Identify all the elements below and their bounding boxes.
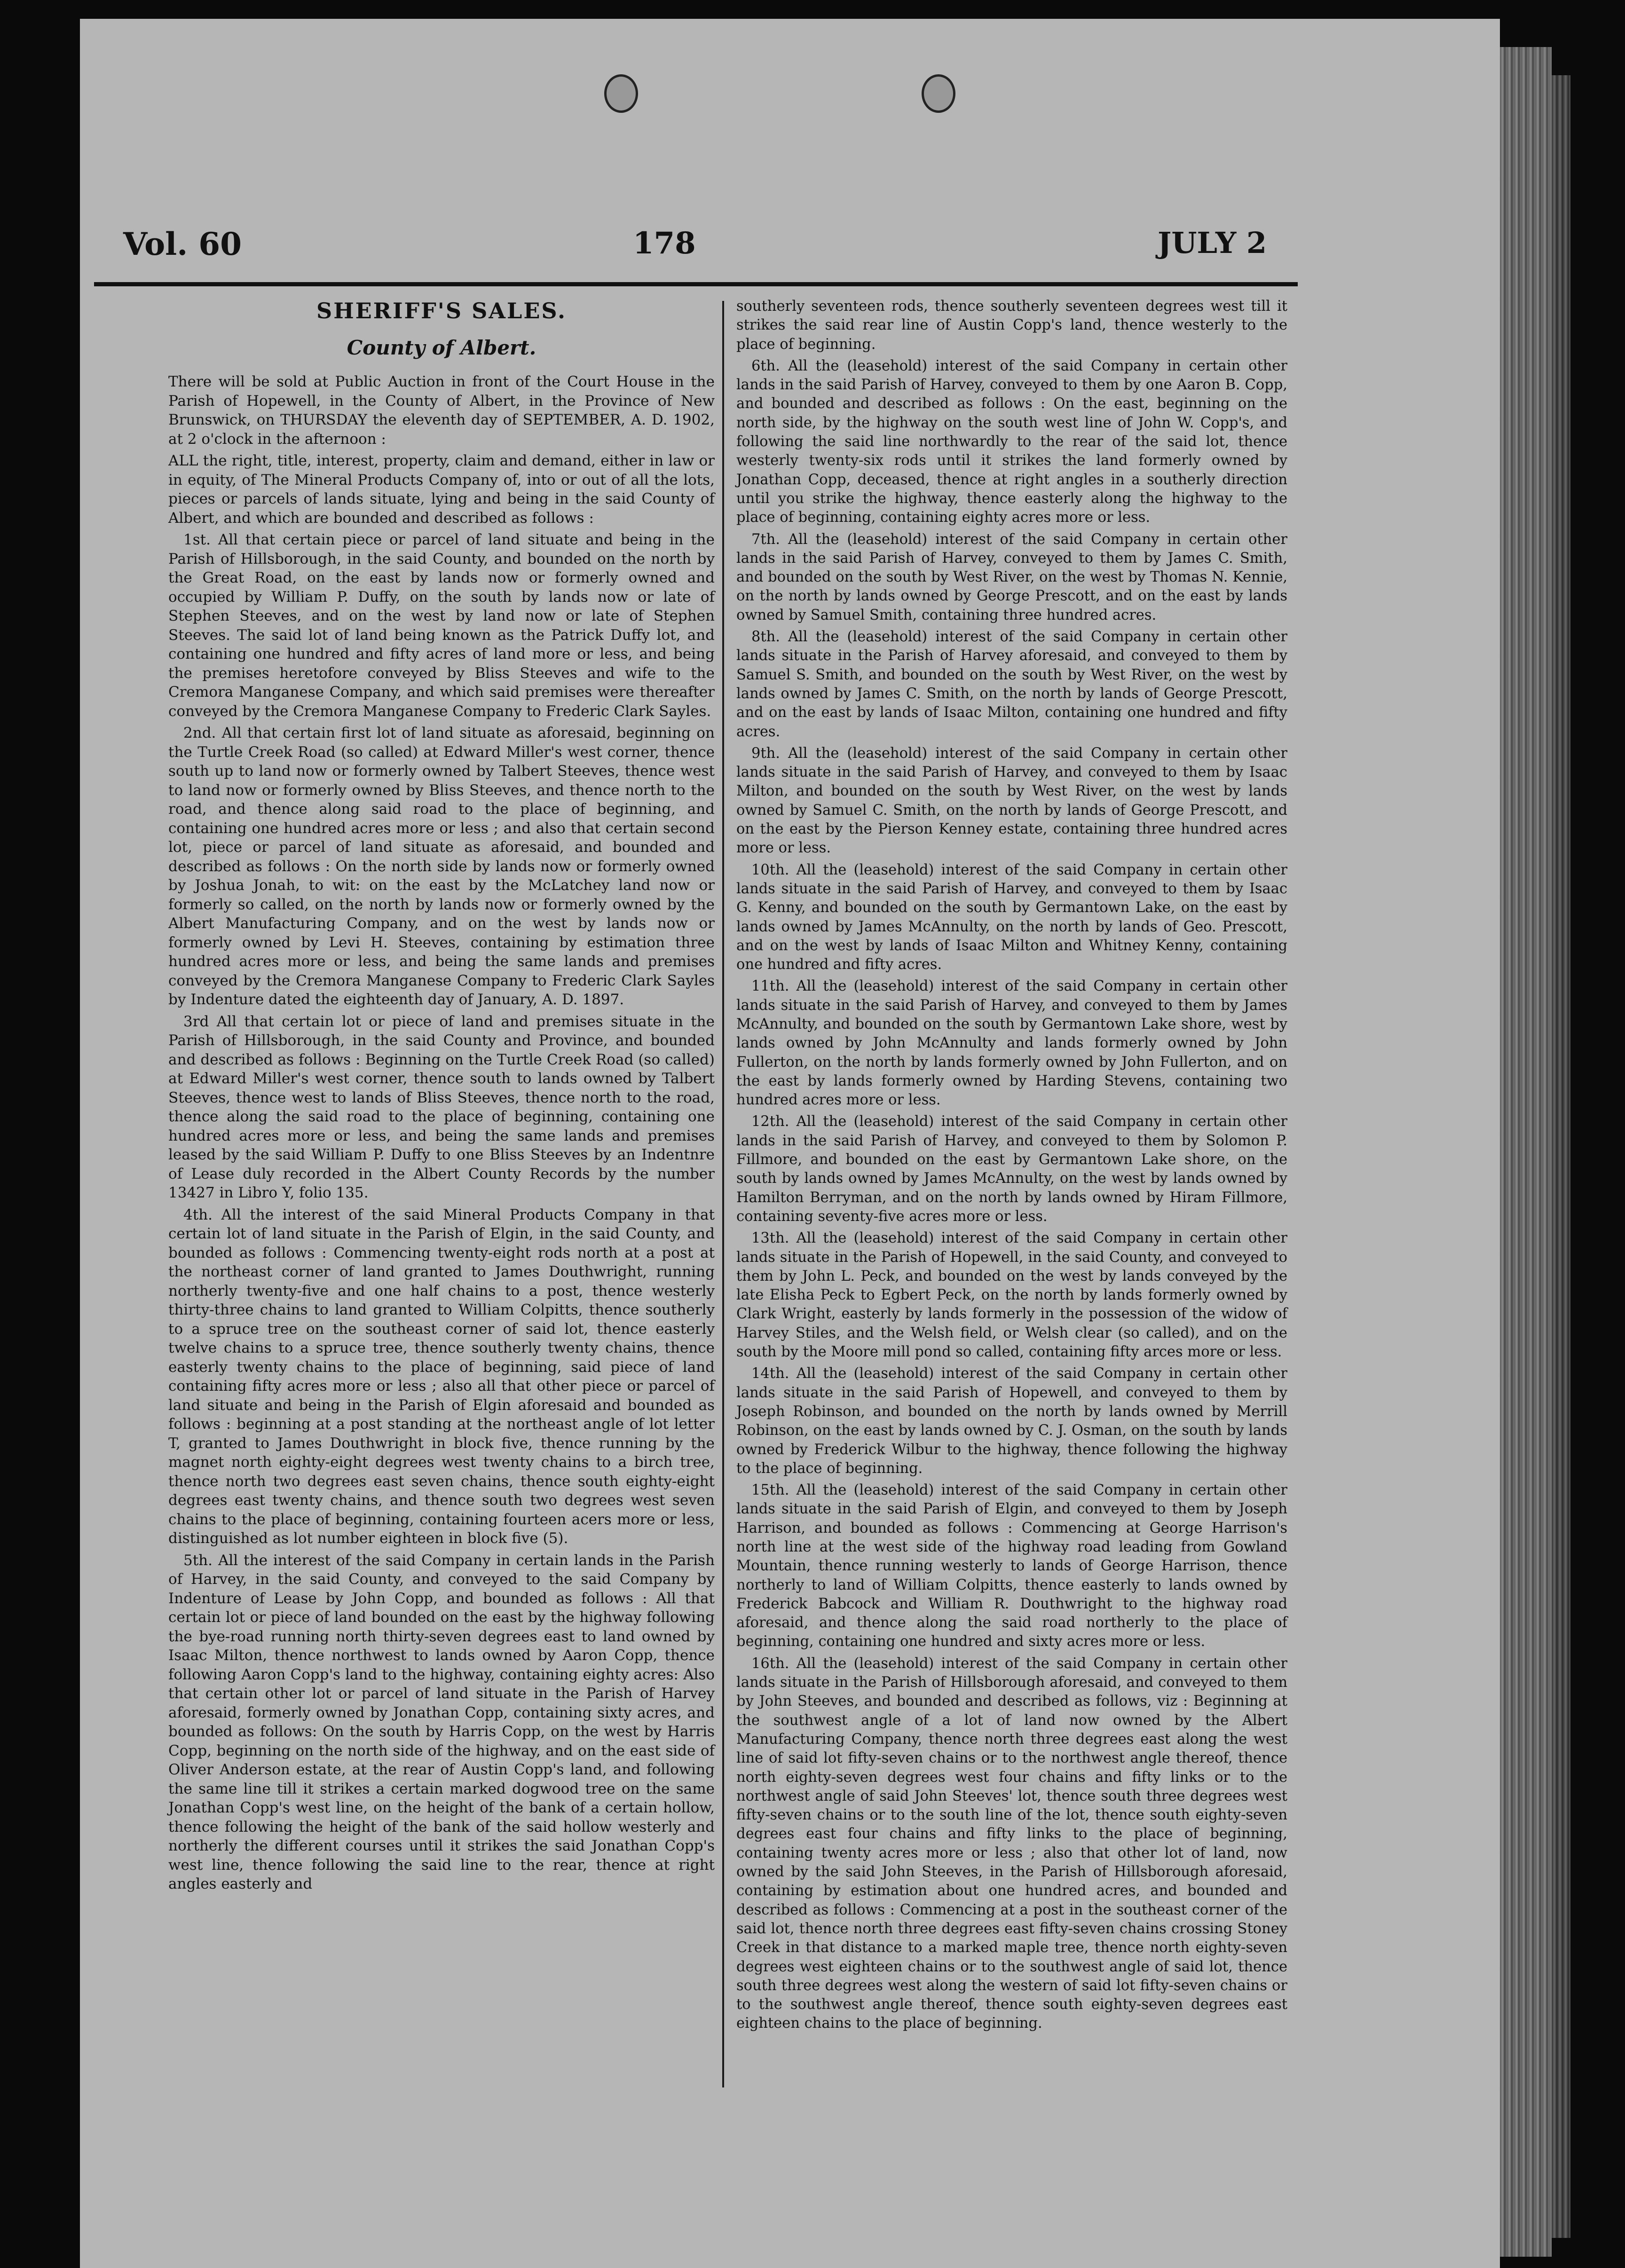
lot-paragraph: 9th. All the (leasehold) interest of the said Company in certain other lands situate in the said Parish of Harvey, and conveyed to them by Isaac Milton, and bounded on the south by West River, on the west by lands owned by Samuel C. Smith, on the north by lands of George Prescott, and on the east by the Pierson Kenney estate, containing three hundred acres more or less. [736,745,1287,857]
lot-paragraph: 16th. All the (leasehold) interest of the said Company in certain other lands situate in the Parish of Hillsborough aforesaid, and conveyed to them by John Steeves, and bounded and described as follows, viz : Beginning at the southwest angle of a lot of land now owned by the Albert Manufacturing Company, thence north three degrees east along the west line of said lot fifty-seven chains or to the northwest angle thereof, thence north eighty-seven degrees west four chains and fifty links or to the northwest angle of said John Steeves' lot, thence south three degrees west fifty-seven chains or to the south line of the lot, thence south eighty-seven degrees east four chains and fifty links to the place of beginning, containing twenty acres more or less ; also that other lot of land, now owned by the said John Steeves, in the Parish of Hillsborough aforesaid, containing by estimation about one hundred acres, and bounded and described as follows : Commencing at a post in the southeast corner of the said lot, thence north three degrees east fifty-seven chains crossing Stoney Creek in that distance to a marked maple tree, thence north eighty-seven degrees west eighteen chains or to the southwest angle of said lot, thence south three degrees west along the western of said lot fifty-seven chains or to the southwest angle thereof, thence south eighty-seven degrees east eighteen chains to the place of beginning. [736,1655,1287,2032]
lot-paragraph: 15th. All the (leasehold) interest of the said Company in certain other lands situate in the said Parish of Elgin, and conveyed to them by Joseph Harrison, and bounded as follows : Commencing at George Harrison's north line at the west side of the highway road leading from Gowland Mountain, thence running westerly to lands of George Harrison, thence northerly to land of William Colpitts, thence easterly to lands owned by Frederick Babcock and William R. Douthwright to the highway road aforesaid, and thence along the said road northerly to the place of beginning, containing one hundred and sixty acres more or less. [736,1482,1287,1650]
county-heading: County of Albert. [347,336,536,359]
lot-paragraph: 7th. All the (leasehold) interest of the said Company in certain other lands in the said Parish of Harvey, conveyed to them by James C. Smith, and bounded on the south by West River, on the west by Thomas N. Kennie, on the north by lands owned by George Prescott, and on the east by lands owned by Samuel Smith, containing three hundred acres. [736,531,1287,623]
lot-paragraph: 8th. All the (leasehold) interest of the said Company in certain other lands situate in the Parish of Harvey aforesaid, and conveyed to them by Samuel S. Smith, and bounded on the south by West River, on the west by lands owned by James C. Smith, on the north by lands of George Prescott, and on the east by lands of Isaac Milton, containing one hundred and fifty acres. [736,629,1287,740]
lot-paragraph: 6th. All the (leasehold) interest of the said Company in certain other lands in the said Parish of Harvey, conveyed to them by one Aaron B. Copp, and bounded and described as follows : On the east, beginning on the north side, by the highway on the south west line of John W. Copp's, and following the said line northwardly to the rear of the said lot, thence westerly twenty-six rods until it strikes the land formerly owned by Jonathan Copp, deceased, thence at right angles in a southerly direction until you strike the highway, thence easterly along the highway to the place of beginning, containing eighty acres more or less. [736,357,1287,526]
lot-paragraph: 2nd. All that certain first lot of land situate as aforesaid, beginning on the Turtle Creek Road (so called) at Edward Miller's west corner, thence south up to land now or formerly owned by Talbert Steeves, thence west to land now or formerly owned by Bliss Steeves, and thence north to the road, and thence along said road to the place of beginning, and containing one hundred acres more or less ; and also that certain second lot, piece or parcel of land situate as aforesaid, and bounded and described as follows : On the north side by lands now or formerly owned by Joshua Jonah, to wit: on the east by the McLatchey land now or formerly so called, on the north by lands now or formerly owned by the Albert Manufacturing Company, and on the west by lands now or formerly owned by Levi H. Steeves, containing by estimation three hundred acres more or less, and being the same lands and premises conveyed by the Cremora Manganese Company to Frederic Clark Sayles by Indenture dated the eighteenth day of January, A. D. 1897. [168,724,715,1008]
left-column [168,297,715,1897]
lot-paragraph: 3rd All that certain lot or piece of land and premises situate in the Parish of Hillsborough, in the said County and Province, and bounded and described as follows : Beginning on the Turtle Creek Road (so called) at Edward Miller's west corner, thence south to lands owned by Talbert Steeves, thence west to lands of Bliss Steeves, thence north to the road, thence along the said road to the place of beginning, containing one hundred acres more or less, and being the same lands and premises leased by the said William P. Duffy to one Bliss Steeves by an Indentnre of Lease duly recorded in the Albert County Records by the number 13427 in Libro Y, folio 135. [168,1013,715,1201]
lot-paragraph: 11th. All the (leasehold) interest of the said Company in certain other lands situate in the said Parish of Harvey, and conveyed to them by James McAnnulty, and bounded on the south by Germantown Lake shore, west by lands owned by John McAnnulty and lands formerly owned by John Fullerton, on the north by lands formerly owned by John Fullerton, and on the east by lands formerly owned by Harding Stevens, containing two hundred acres more or less. [736,978,1287,1109]
lot-paragraph: southerly seventeen rods, thence southerly seventeen degrees west till it strikes the said rear line of Austin Copp's land, thence westerly to the place of beginning. [736,298,1287,353]
column-divider [722,301,724,2087]
issue-date: JULY 2 [1158,226,1267,260]
lot-paragraph: 5th. All the interest of the said Company in certain lands in the Parish of Harvey, in the said County, and conveyed to the said Company by Indenture of Lease by John Copp, and bounded as follows : All that certain lot or piece of land bounded on the east by the highway following the bye-road running north thirty-seven degrees east to land owned by Isaac Milton, thence northwest to lands owned by Aaron Copp, thence following Aaron Copp's land to the highway, containing eighty acres: Also that certain other lot or parcel of land situate in the Parish of Harvey aforesaid, formerly owned by Jonathan Copp, containing sixty acres, and bounded as follows: On the south by Harris Copp, on the west by Harris Copp, beginning on the north side of the highway, and on the east side of Oliver Anderson estate, at the rear of Austin Copp's land, and following the same line till it strikes a certain marked dogwood tree on the same Jonathan Copp's west line, on the height of the bank of a certain hollow, thence following the height of the bank of the said hollow westerly and northerly the different courses until it strikes the said Jonathan Copp's west line, thence following the said line to the rear, thence at right angles easterly and [168,1551,715,1892]
page-stack-edge [1500,47,1552,2257]
right-column [736,297,1287,2036]
header-rule [94,282,1298,286]
lot-paragraph: 12th. All the (leasehold) interest of the said Company in certain other lands in the said Parish of Harvey, and conveyed to them by Solomon P. Fillmore, and bounded on the east by Germantown Lake shore, on the south by lands owned by James McAnnulty, on the west by lands owned by Hamilton Berryman, and on the north by lands owned by Hiram Fillmore, containing seventy-five acres more or less. [736,1113,1287,1225]
lot-paragraph: 14th. All the (leasehold) interest of the said Company in certain other lands situate in the said Parish of Hopewell, and conveyed to them by Joseph Robinson, and bounded on the north by lands owned by Merrill Robinson, on the east by lands owned by C. J. Osman, on the south by lands owned by Frederick Wilbur to the highway, thence following the highway to the place of beginning. [736,1365,1287,1477]
sale-opening: ALL the right, title, interest, property, claim and demand, either in law or in equity, of The Mineral Products Company of, into or out of all the lots, pieces or parcels of lands situate, lying and being in the said County of Albert, and which are bounded and described as follows : [168,452,715,527]
notice-title: SHERIFF'S SALES. [316,298,567,323]
sale-intro: There will be sold at Public Auction in front of the Court House in the Parish of Hopewell, in the County of Albert, in the Province of New Brunswick, on THURSDAY the eleventh day of SEPTEMBER, A. D. 1902, at 2 o'clock in the afternoon : [168,373,715,448]
page-stack-edge [1552,75,1570,2238]
lot-paragraph: 10th. All the (leasehold) interest of the said Company in certain other lands situate in the said Parish of Harvey, and conveyed to them by Isaac G. Kenny, and bounded on the south by Germantown Lake, on the east by lands owned by James McAnnulty, on the north by lands of Geo. Prescott, and on the west by lands of Isaac Milton and Whitney Kenny, containing one hundred and fifty acres. [736,861,1287,973]
lot-paragraph: 13th. All the (leasehold) interest of the said Company in certain other lands situate in the Parish of Hopewell, in the said County, and conveyed to them by John L. Peck, and bounded on the west by lands conveyed by the late Elisha Peck to Egbert Peck, on the north by lands formerly owned by Clark Wright, easterly by lands formerly in the possession of the widow of Harvey Stiles, and the Welsh field, or Welsh clear (so called), and on the south by the Moore mill pond so called, containing fifty arces more or less. [736,1230,1287,1361]
binding-hole [922,74,955,113]
page-number: 178 [633,226,696,261]
binding-hole [604,74,638,113]
volume-label: Vol. 60 [123,226,242,262]
lot-paragraph: 1st. All that certain piece or parcel of land situate and being in the Parish of Hillsborough, in the said County, and bounded on the north by the Great Road, on the east by lands now or formerly owned and occupied by William P. Duffy, on the south by lands now or late of Stephen Steeves, and on the west by land now or late of Stephen Steeves. The said lot of land being known as the Patrick Duffy lot, and containing one hundred and fifty acres of land more or less, and being the premises heretofore conveyed by Bliss Steeves and wife to the Cremora Manganese Company, and which said premises were thereafter conveyed by the Cremora Manganese Company to Frederic Clark Sayles. [168,531,715,720]
lot-paragraph: 4th. All the interest of the said Mineral Products Company in that certain lot of land situate in the Parish of Elgin, in the said County, and bounded as follows : Commencing twenty-eight rods north at a post at the northeast corner of land granted to James Douthwright, running northerly twenty-five and one half chains to a post, thence westerly thirty-three chains to land granted to William Colpitts, thence southerly to a spruce tree on the southeast corner of said lot, thence easterly twelve chains to a spruce tree, thence southerly twenty chains, thence easterly twenty chains to the place of beginning, said piece of land containing fifty acres more or less ; also all that other piece or parcel of land situate and being in the Parish of Elgin aforesaid and bounded as follows : beginning at a post standing at the northeast angle of lot letter T, granted to James Douthwright in block five, thence running by the magnet north eighty-eight degrees west twenty chains to a birch tree, thence north two degrees east seven chains, thence south eighty-eight degrees east twenty chains, and thence south two degrees west seven chains to the place of beginning, containing fourteen acers more or less, distinguished as lot number eighteen in block five (5). [168,1206,715,1547]
